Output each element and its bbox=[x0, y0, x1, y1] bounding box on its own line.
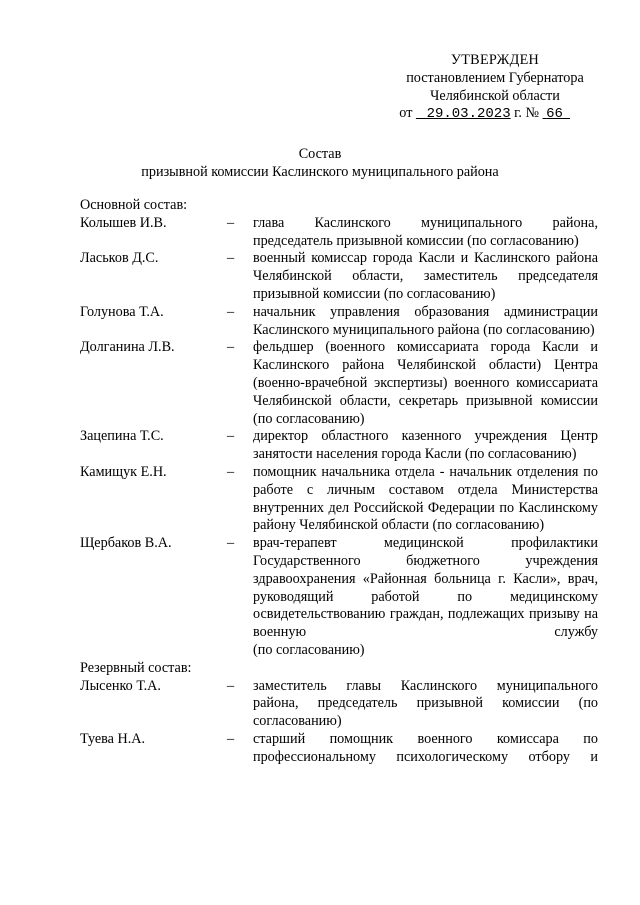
member-role: врач-терапевт медицинской профилактики Государственного бюджетного учреждения здравоохранения «Районная больница г. Касли», врач, руководящий работой по медицинскому освидетельствованию граждан, подлежащих призыву на военную службу bbox=[253, 535, 598, 641]
member-dash: – bbox=[227, 214, 235, 231]
main-section-label: Основной состав: bbox=[80, 197, 188, 213]
member-role: старший помощник военного комиссара по профессиональному психологическому отбору и bbox=[253, 730, 598, 765]
title-line-1: Состав bbox=[298, 146, 342, 162]
member-row bbox=[80, 339, 600, 428]
member-name: Ласьков Д.С. bbox=[80, 250, 159, 267]
member-row bbox=[80, 250, 600, 303]
member-name: Туева Н.А. bbox=[80, 730, 146, 747]
member-row bbox=[80, 535, 600, 660]
document-title bbox=[0, 146, 640, 182]
member-dash: – bbox=[227, 303, 235, 320]
member-row bbox=[80, 428, 600, 464]
member-dash: – bbox=[227, 677, 235, 694]
member-row bbox=[80, 731, 600, 767]
title-line-2: призывной комиссии Каслинского муниципального района bbox=[141, 163, 499, 180]
member-row bbox=[80, 678, 600, 731]
date-mid: г. № bbox=[514, 105, 539, 122]
member-row bbox=[80, 304, 600, 340]
reserve-section-label: Резервный состав: bbox=[80, 659, 192, 676]
member-dash: – bbox=[227, 339, 235, 356]
member-role: директор областного казенного учреждения Центр занятости населения города Касли (по согласованию) bbox=[253, 428, 598, 463]
member-dash: – bbox=[227, 428, 235, 445]
member-role: начальник управления образования администрации Каслинского муниципального района (по согласованию) bbox=[253, 303, 598, 338]
member-role: военный комиссар города Касли и Каслинского района Челябинской области, заместитель председателя призывной комиссии (по согласованию) bbox=[253, 250, 598, 302]
member-role: глава Каслинского муниципального района, председатель призывной комиссии (по согласованию) bbox=[253, 214, 598, 249]
member-role-wrap bbox=[253, 535, 600, 660]
date-prefix: от bbox=[399, 105, 413, 122]
commission-list bbox=[80, 197, 600, 767]
member-name: Зацепина Т.С. bbox=[80, 428, 164, 445]
approval-date: 29.03.2023 bbox=[426, 106, 511, 123]
approval-block bbox=[390, 52, 600, 124]
member-name: Голунова Т.А. bbox=[80, 303, 164, 320]
member-role: заместитель главы Каслинского муниципального района, председатель призывной комиссии (по согласованию) bbox=[253, 677, 598, 730]
member-row bbox=[80, 464, 600, 535]
member-name: Колышев И.В. bbox=[80, 214, 167, 231]
approval-line-2: Челябинской области bbox=[430, 87, 560, 104]
member-name: Лысенко Т.А. bbox=[80, 677, 161, 694]
approval-date-line bbox=[390, 105, 600, 124]
member-dash: – bbox=[227, 535, 235, 552]
member-row bbox=[80, 215, 600, 251]
member-dash: – bbox=[227, 730, 235, 747]
approval-heading: УТВЕРЖДЕН bbox=[450, 52, 540, 68]
member-role: фельдшер (военного комиссариата города Касли и Каслинского района Челябинской области) Центра (военно-врачебной экспертизы) военного комиссариата Челябинской области, секретарь призывной комиссии (по согласованию) bbox=[253, 339, 598, 427]
approval-number: 66 bbox=[546, 106, 563, 123]
member-name: Долганина Л.В. bbox=[80, 339, 175, 356]
member-name: Камищук Е.Н. bbox=[80, 463, 167, 480]
member-dash: – bbox=[227, 250, 235, 267]
member-dash: – bbox=[227, 463, 235, 480]
member-role: помощник начальника отдела - начальник отделения по работе с личным составом отдела Министерства внутренних дел Российской Федерации по Каслинскому району Челябинской области (по согласованию) bbox=[253, 463, 598, 534]
approval-line-1: постановлением Губернатора bbox=[406, 69, 584, 86]
member-role-tail: (по согласованию) bbox=[253, 641, 365, 658]
member-name: Щербаков В.А. bbox=[80, 535, 172, 552]
